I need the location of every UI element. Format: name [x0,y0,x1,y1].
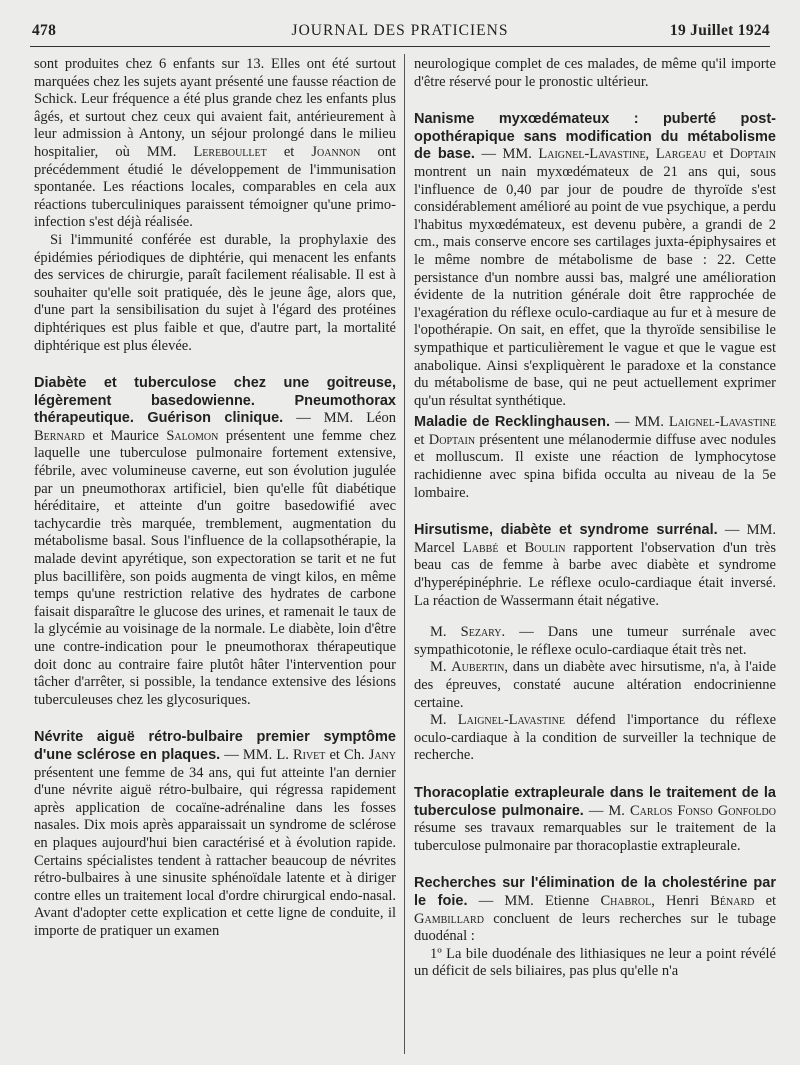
section-diabete-tuberculose: Diabète et tuberculose chez une goitreuse, légèrement basedowienne. Pneumothorax thérapeutique. Guérison clinique. — MM. Léon Bernard et Maurice Salomon présentent une femme chez laquelle une tuberculose pulmonaire fortement extensive, fébrile, avec volumineuse caverne, eut son évolution jugulée par un pneumothorax artificiel, bien qu'elle fût diabétique héréditaire, et atteinte d'un goitre basedowifié avec tachycardie très marquée, tremblement, augmentation du métabolisme basal. Sous l'influence de la collapsothérapie, la malade devint apyrétique, son expectoration se tarit et ne fut plus bacillifère, son poids augmenta de vingt kilos, en même temps qu'une restriction relative des hydrates de carbone faisait disparaître le glucose des urines, et ramenait le taux de la glycémie au voisinage de la normale. Le diabète, loin d'être une contre-indication pour le pneumothorax thérapeutique doit donc au contraire faire plutôt hâter l'intervention pour tâcher d'arrêter, si possible, la tendance extensive des lésions tuberculeuses chez les glycosuriques. [34,375,397,708]
author-name: Laignel-Lavastine [457,712,565,729]
author-name: Lereboullet [193,143,267,160]
author-name: Doptain [428,431,476,448]
section-heading: Hirsutisme, diabète et syndrome surrénal. [414,522,718,539]
section-recklinghausen: Maladie de Recklinghausen. — MM. Laignel-Lavastine et Doptain présentent une mélanodermie diffuse avec nodules et molluscum. Il existe une réaction de lymphocytose rachidienne avec spina bifida occulta au niveau de la 5e lombaire. [414,414,777,501]
paragraph: sont produites chez 6 enfants sur 13. Elles ont été surtout marquées chez les sujets ayant présenté une fausse réaction de Schick. Leur fréquence a été plus grande chez les enfants plus âgés, et surtout chez ceux qui avaient fait, antérieurement à leur admission à Antony, un séjour prolongé dans le milieu hospitalier, où MM. Lereboullet et Joannon ont précédemment étudié le développement de l'immunisation spontanée. Les réactions locales, comparables en cela aux réactions tuberculiniques paraissent témoigner qu'une primo-infection s'est déjà réalisée. [34,56,397,231]
author-name: Laignel-Lavastine [538,146,646,163]
author-name: Aubertin, [451,659,509,676]
section-hirsutisme: Hirsutisme, diabète et syndrome surrénal. — MM. Marcel Labbé et Boulin rapportent l'observation d'un très beau cas de femme à barbe avec diabète et syndrome d'hyperépinéphrie. Le réflexe oculo-cardiaque était inversé. La réaction de Wassermann était négative. [414,522,777,609]
author-name: Jany [368,746,396,763]
section-heading: Recherches sur l'élimination de la cholestérine par le foie. [414,875,776,909]
header-rule [30,46,770,47]
column-separator [404,54,405,1054]
section-cholesterine: Recherches sur l'élimination de la cholestérine par le foie. — MM. Etienne Chabrol, Henri Bénard et Gambillard concluent de leurs recherches sur le tubage duodénal : [414,875,777,945]
paragraph: 1º La bile duodénale des lithiasiques ne leur a point révélé un déficit de sels biliaires, pas plus qu'elle n'a [414,945,776,980]
right-column [414,56,776,981]
section-heading: Diabète et tuberculose chez une goitreuse, légèrement basedowienne. Pneumothorax thérapeutique. Guérison clinique. [34,375,396,427]
page-number: 478 [32,22,57,39]
author-name: Carlos Fonso Gonfoldo [629,802,776,819]
section-nanisme: Nanisme myxœdémateux : puberté post-opothérapique sans modification du métabolisme de base. — MM. Laignel-Lavastine, Largeau et Doptain montrent un nain myxœdémateux de 21 ans qui, sous l'influence de 0,40 par jour de poudre de thyroïde s'est considérablement amélioré au point de vue psychique, a perdu l'habitus myxœdémateux, est devenu pubère, a grandi de 2 cm., mais conserve encore ses cartilages juxta-épiphysaires et le même nombre de métabolisme de base : 22. Cette persistance d'un nombre aussi bas, malgré une amélioration évidente de la nutrition générale doit être rapprochée de l'exagération du réflexe oculo-cardiaque au fur et à mesure de l'opothérapie. On sait, en effet, que la thyroïde sensibilise le sympathique et particulièrement le vague et que le vague est anabolique. Ainsi s'expliquèrent le paradoxe et la constance du métabolisme de base, qui ne peut actuellement exprimer qu'un résultat synthétique. [414,111,777,409]
paragraph: Si l'immunité conférée est durable, la prophylaxie des épidémies périodiques de diphtérie, qui menacent les enfants des services de chirurgie, paraît facilement réalisable. Il est à souhaiter qu'elle soit pratiquée, dès le jeune âge, alors que, d'une part la sensibilisation du sujet à l'égard des protéines diphtériques est plus faible et que, d'autre part, la mortalité diphtérique est plus élevée. [34,231,396,354]
author-name: Chabrol, [600,892,655,909]
section-heading: Maladie de Recklinghausen. [414,414,611,431]
left-column [34,56,396,941]
paragraph: M. Laignel-Lavastine défend l'importance du réflexe oculo-cardiaque à la condition de surveiller la technique de recherche. [414,712,776,764]
author-name: Largeau [655,146,707,163]
author-name: Doptain [729,146,777,163]
section-nevrite: Névrite aiguë rétro-bulbaire premier symptôme d'une sclérose en plaques. — MM. L. Rivet et Ch. Jany présentent une femme de 34 ans, qui fut atteinte l'an dernier d'une névrite aiguë rétro-bulbaire, qui régressa rapidement après application de cocaïne-adrénaline dans les fosses nasales. Dix mois après apparaissait un syndrome de sclérose en plaques aujourd'hui bien caractérisé et à évolution rapide. Certains spécialistes tendent à rattacher beaucoup de névrites rétro-bulbaires à une sinusite sphénoïdale latente et à diriger contre elles un traitement local d'ordre chirurgical endo-nasal. Avant d'adopter cette explication et cette ligne de conduite, il importe de pratiquer un examen [34,729,396,939]
author-name: Bénard [710,892,755,909]
author-name: Labbé [462,539,499,556]
section-thoracoplastie: Thoracoplatie extrapleurale dans le traitement de la tuberculose pulmonaire. — M. Carlos Fonso Gonfoldo résume ses travaux remarquables sur le traitement de la tuberculose pulmonaire par thoracoplastie extrapleurale. [414,784,776,854]
author-name: Joannon [311,143,361,160]
section-heading: Nanisme myxœdémateux : puberté post-opothérapique sans modification du métabolisme de base. [414,111,776,163]
author-name: Boulin [524,539,566,556]
author-name: Gambillard [414,910,484,927]
paragraph: M. Sezary. — Dans une tumeur surrénale avec sympathicotonie, le réflexe oculo-cardiaque était très net. [414,624,776,658]
author-name: Salomon [166,427,219,444]
author-name: Bernard [34,427,85,444]
author-name: Rivet [292,746,326,763]
section-heading: Thoracoplatie extrapleurale dans le traitement de la tuberculose pulmonaire. [414,784,776,819]
section-heading: Névrite aiguë rétro-bulbaire premier symptôme d'une sclérose en plaques. [34,729,396,763]
page-header [30,20,770,44]
author-name: Laignel-Lavastine [668,414,776,431]
issue-date: 19 Juillet 1924 [669,22,770,39]
author-name: Sezary. [460,624,506,641]
journal-title: JOURNAL DES PRATICIENS [291,22,509,39]
paragraph: M. Aubertin, dans un diabète avec hirsutisme, n'a, à l'aide des épreuves, constaté aucune altération endocrinienne certaine. [414,659,777,711]
paragraph: neurologique complet de ces malades, de même qu'il importe d'être réservé pour le pronostic ultérieur. [414,56,776,90]
